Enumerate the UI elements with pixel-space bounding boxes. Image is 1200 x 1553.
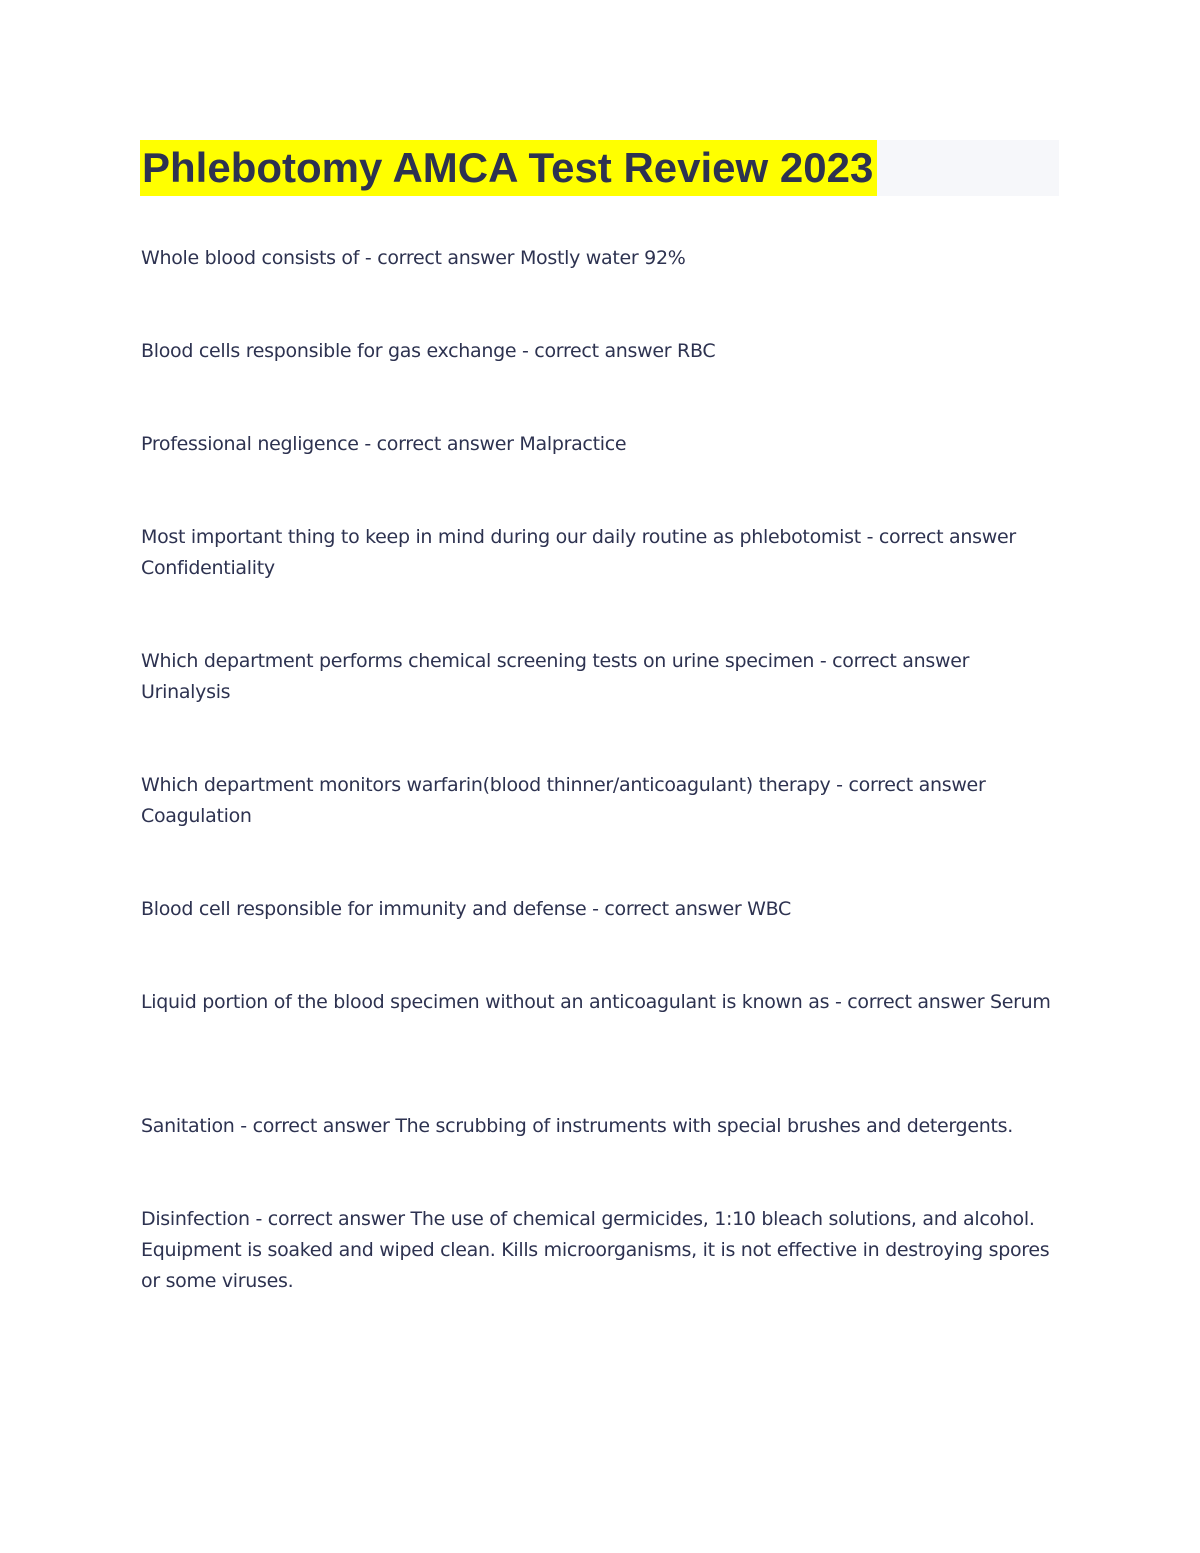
separator: - — [358, 433, 377, 455]
question-text: Whole blood consists of — [141, 247, 360, 269]
question-text: Professional negligence — [141, 433, 359, 455]
qa-item — [141, 243, 1061, 274]
answer-text: Urinalysis — [141, 681, 231, 703]
answer-text: The use of chemical germicides, 1:10 bleach solutions, and alcohol. Equipment is soaked and wiped clean. Kills microorganisms, it is not effective in destroying spores or some viruses. — [141, 1208, 1050, 1292]
title-row — [140, 140, 1059, 196]
question-text: Which department performs chemical screening tests on urine specimen — [141, 650, 815, 672]
qa-item — [141, 336, 1061, 367]
answer-label: correct answer — [534, 340, 672, 362]
answer-text: Coagulation — [141, 805, 252, 827]
question-text: Blood cells responsible for gas exchange — [141, 340, 517, 362]
separator: - — [516, 340, 535, 362]
answer-label: correct answer — [832, 650, 970, 672]
question-text: Disinfection — [141, 1208, 250, 1230]
page-title: Phlebotomy AMCA Test Review 2023 — [140, 140, 877, 196]
qa-item — [141, 894, 1061, 925]
separator: - — [830, 774, 849, 796]
separator: - — [359, 247, 378, 269]
answer-text: RBC — [677, 340, 716, 362]
answer-label: correct answer — [267, 1208, 405, 1230]
answer-label: correct answer — [376, 433, 514, 455]
separator: - — [860, 526, 879, 548]
answer-label: correct answer — [604, 898, 742, 920]
answer-label: correct answer — [847, 991, 985, 1013]
answer-text: Serum — [990, 991, 1051, 1013]
qa-item — [141, 987, 1061, 1018]
question-text: Most important thing to keep in mind during our daily routine as phlebotomist — [141, 526, 861, 548]
answer-text: The scrubbing of instruments with special brushes and detergents. — [395, 1115, 1013, 1137]
answer-label: correct answer — [848, 774, 986, 796]
qa-item — [141, 1204, 1061, 1297]
qa-item — [141, 770, 1061, 832]
answer-text: Malpractice — [519, 433, 627, 455]
separator: - — [249, 1208, 268, 1230]
answer-text: WBC — [747, 898, 792, 920]
separator: - — [586, 898, 605, 920]
answer-label: correct answer — [377, 247, 515, 269]
separator: - — [234, 1115, 253, 1137]
question-text: Blood cell responsible for immunity and defense — [141, 898, 587, 920]
qa-item — [141, 429, 1061, 460]
qa-item — [141, 646, 1061, 708]
question-text: Which department monitors warfarin(blood thinner/anticoagulant) therapy — [141, 774, 831, 796]
answer-label: correct answer — [252, 1115, 390, 1137]
separator: - — [829, 991, 848, 1013]
question-text: Liquid portion of the blood specimen without an anticoagulant is known as — [141, 991, 830, 1013]
qa-item — [141, 1111, 1061, 1142]
separator: - — [814, 650, 833, 672]
answer-text: Confidentiality — [141, 557, 275, 579]
answer-text: Mostly water 92% — [519, 247, 686, 269]
answer-label: correct answer — [878, 526, 1016, 548]
question-text: Sanitation — [141, 1115, 235, 1137]
qa-item — [141, 522, 1061, 584]
